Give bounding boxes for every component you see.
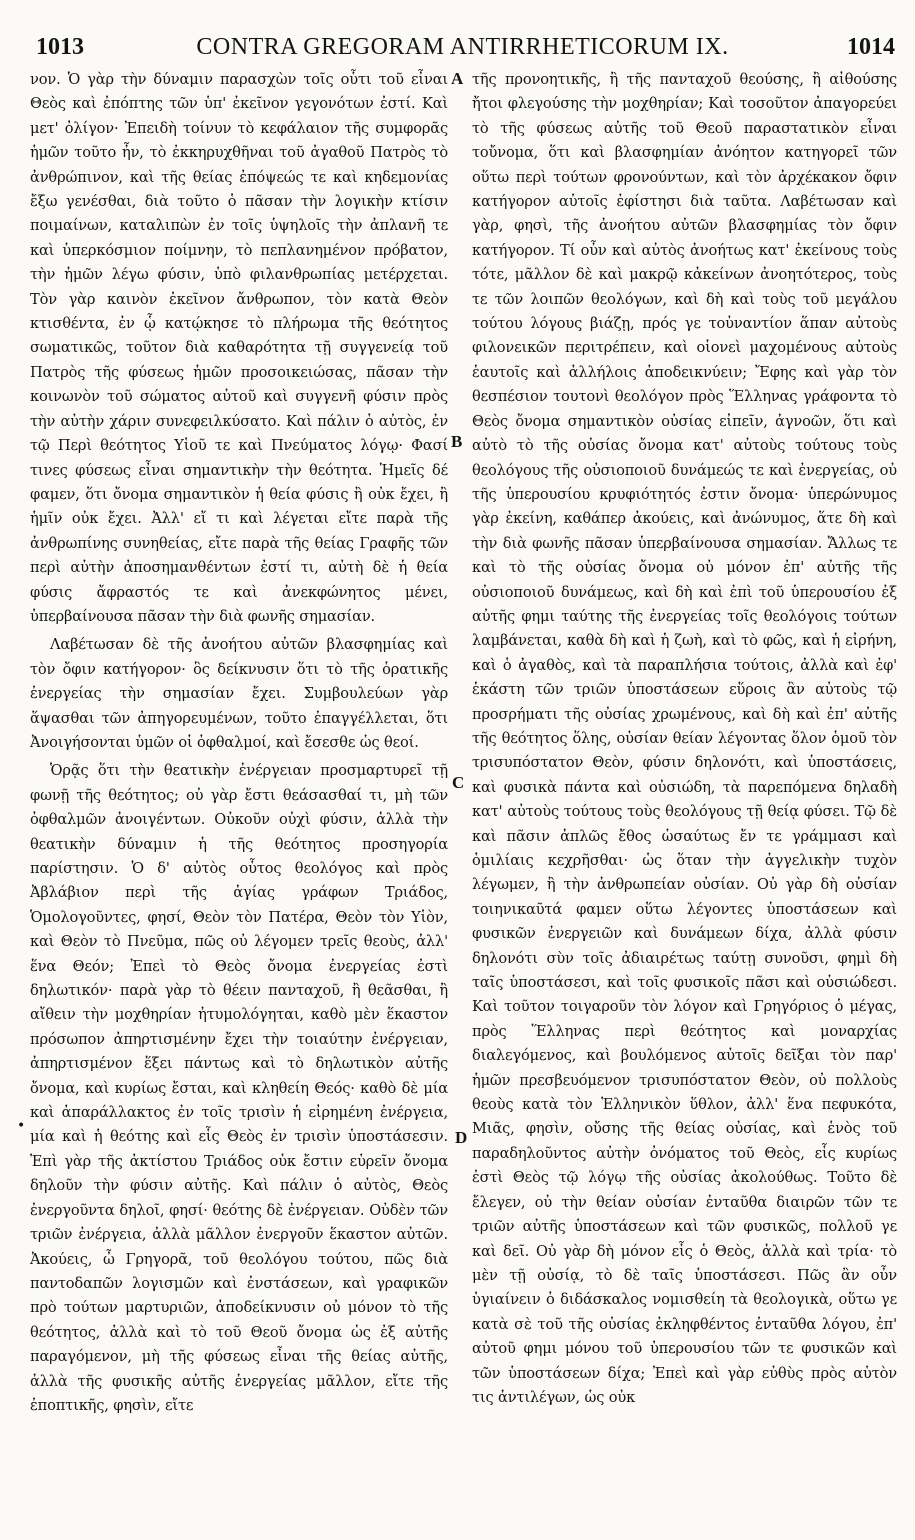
right-paragraph-1: τῆς προνοητικῆς, ἢ τῆς πανταχοῦ θεούσης, ἢ αἰθούσης ἤτοι φλεγούσης τὴν μοχθηρίαν; Καὶ τοσοῦτον ἀπαγορεύει τὸ τῆς φύσεως αὐτῆς τοῦ Θεοῦ παραστατικὸν εἶναι τοὔνομα, ὅτι καὶ βλασφημίαν ἀνόητον κατηγορεῖ τῶν οὕτω περὶ τούτων φρονούντων, καὶ τὸν ἀρχέκακον ὄφιν κατήγορον αὐτοῖς ἐφίστησι διὰ ταῦτα. Λαβέτωσαν καὶ γὰρ, φησὶ, τῆς ἀνοήτου αὐτῶν βλασφημίας τὸν ὄφιν κατήγορον. Τί οὖν καὶ αὐτὸς ἀνοήτως κατ' ἐκείνους τοὺς τότε, μᾶλλον δὲ καὶ μακρῷ κἀκείνων ἀνοητότερος, τοὺς τε τῶν λοιπῶν θεολόγων, καὶ δὴ καὶ τοὺς τοῦ μεγάλου τούτου λόγους βιάζῃ, πρός γε τοὐναντίον ἅπαν αὐτοὺς φιλονεικῶν περιτρέπειν, καὶ οἱονεὶ μαχομένους αὐτοὺς ἑαυτοῖς καὶ ἀλλήλοις ἀποδεικνύειν; Ἔφης καὶ γὰρ τὸν θεσπέσιον τουτονὶ θεολόγον πρὸς Ἕλληνας γράφοντα τὸ Θεὸς ὄνομα σημαντικὸν οὐσίας εἰπεῖν, ἀγνοῶν, ὅτι καὶ αὐτὸ τὸ τῆς οὐσίας ὄνομα κατ' αὐτοὺς τούτους τοὺς θεολόγους τῆς οὐσιοποιοῦ δυνάμεώς τε καὶ ἐνεργείας, οὐ τῆς ὑπερουσίου κρυφιότητός ἐστιν ὄνομα· ὑπερώνυμος γὰρ ἐκείνη, καθάπερ ἀκούεις, καὶ ἀνώνυμος, ἅτε δὴ καὶ τὴν διὰ φωνῆς πᾶσαν ὑπερβαίνουσα σημασίαν. Ἄλλως τε καὶ τὸ τῆς οὐσίας ὄνομα οὐ μόνον ἐπ' αὐτῆς τῆς οὐσιοποιοῦ δυνάμεως, καὶ δὴ καὶ ἐπὶ τοῦ ὑπερουσίου ἐξ αὐτῆς φημι ταύτης τῆς ἐνεργείας τοῖς θεολόγοις τούτων λαμβάνεται, καθὰ δὴ καὶ ἡ ζωὴ, καὶ τὸ φῶς, καὶ ἡ εἰρήνη, καὶ ὁ ἀγαθὸς, καὶ τὰ παραπλήσια τούτοις, ἀλλὰ καὶ ἐφ' ἑκάστη τῶν τριῶν ὑποστάσεων εὕροις ἂν αὐτοὺς τῷ προσρήματι τῆς οὐσίας χρωμένους, καὶ δὴ καὶ ἐπ' αὐτῆς τῆς θεότητος ὅλης, οὐσίαν θείαν λέγοντας ὅλον ὁμοῦ τὸν τρισυπόστατον Θεὸν, φύσιν δηλονότι, καὶ ὑποστάσεις, καὶ φυσικὰ πάντα καὶ οὐσιώδη, τὰ παρεπόμενα δηλαδὴ κατ' αὐτοὺς τούτους τοὺς θεολόγους τῇ θείᾳ φύσει. Τῷ δὲ καὶ πᾶσιν ἁπλῶς ἔθος ὡσαύτως ἔν τε γράμμασι καὶ ὁμιλίαις κεχρῆσθαι· ὡς ὅταν τὴν ἀγγελικὴν τυχὸν λέγωμεν, ἢ τὴν ἀνθρωπείαν οὐσίαν. Οὐ γὰρ δὴ οὐσίαν τοιηνικαῦτά φαμεν οὕτω λέγοντες ὑποστάσεων καὶ φυσικῶν ἐνεργειῶν καὶ δυνάμεων δίχα, ἀλλὰ φύσιν δηλονότι σὺν τοῖς ἀδιαιρέτως ταύτῃ συνοῦσι, φημὶ δὴ ταῖς ὑποστάσεσι, καὶ τοῖς φυσικοῖς πᾶσι καὶ οὐσιώδεσι. Καὶ τοῦτον τοιγαροῦν τὸν λόγον καὶ Γρηγόριος ὁ μέγας, πρὸς Ἕλληνας περὶ θεότητος καὶ μοναρχίας διαλεγόμενος, καὶ βουλόμενος αὐτοῖς δεῖξαι τὸν παρ' ἡμῶν πρεσβευόμενον τρισυπόστατον Θεὸν, οὐ πολλοὺς θεοὺς κατὰ τὸν Ἑλληνικὸν ὕθλον, ἀλλ' ἕνα πεφυκότα, Μιᾶς, φησὶν, οὔσης τῆς θείας οὐσίας, καὶ ἑνὸς τοῦ παραδηλοῦντος αὐτὴν ὀνόματος τοῦ Θεὸς, εἷς κυρίως ἐστὶ Θεὸς τῷ λόγῳ τῆς οὐσίας ἀκολούθως. Τοῦτο δὲ ἔλεγεν, οὐ τὴν θείαν οὐσίαν ἐνταῦθα διαιρῶν τῶν τε τριῶν αὐτῆς ὑποστάσεων καὶ τῶν φυσικῶς, πολλοῦ γε καὶ δεῖ. Οὐ γὰρ δὴ μόνον εἷς ὁ Θεὸς, ἀλλὰ καὶ τρία· τὸ μὲν τῇ οὐσίᾳ, τὸ δὲ ταῖς ὑποστάσεσι. Πῶς ἂν οὖν ὑγιαίνειν ὁ διδάσκαλος νομισθείη τὰ θεολογικὰ, οὕτω γε κατὰ σὲ τοῦ τῆς οὐσίας ἐκληφθέντος ἐνταῦθα λόγου, ἐπ' αὐτοῦ φημι μόνου τοῦ ὑπερουσίου τῶν τε φυσικῶν καὶ τῶν ὑποστάσεων δίχα; Ἐπεὶ καὶ γὰρ εὐθὺς πρὸς αὑτὸν τις ἀντιλέγων, ὡς οὐκ bbox=[472, 71, 897, 1406]
page-number-left: 1013 bbox=[36, 34, 84, 60]
left-paragraph-1: νον. Ὁ γὰρ τὴν δύναμιν παρασχὼν τοῖς οὗτι τοῦ εἶναι Θεὸς καὶ ἐπόπτης τῶν ὑπ' ἐκεῖνον γεγονότων ἐστί. Καὶ μετ' ὀλίγον· Ἐπειδὴ τοίνυν τὸ κεφάλαιον τῆς συμφορᾶς ἡμῶν τοῦτο ἦν, τὸ ἐκκηρυχθῆναι τοῦ ἀγαθοῦ Πατρὸς τὸ ἀνθρώπινον, καὶ τῆς θείας ἐπόψεώς τε καὶ κηδεμονίας ἔξω γενέσθαι, διὰ τοῦτο ὁ πᾶσαν τὴν λογικὴν κτίσιν ποιμαίνων, καταλιπὼν ἐν τοῖς ὑψηλοῖς τὴν ἀπλανῆ τε καὶ ὑπερκόσμιον ποίμνην, τὸ πεπλανημένον πρόβατον, τὴν ἡμῶν λέγω φύσιν, ὑπὸ φιλανθρωπίας μετέρχεται. Τὸν γὰρ καινὸν ἐκεῖνον ἄνθρωπον, τὸν κατὰ Θεὸν κτισθέντα, ἐν ᾧ κατῴκησε τὸ πλήρωμα τῆς θεότητος σωματικῶς, τοῦτον διὰ καθαρότητα τῇ συγγενείᾳ τοῦ Πατρὸς τῆς φύσεως ἡμῶν προσοικειώσας, πᾶσαν τὴν κοινωνὸν τοῦ σώματος αὐτοῦ καὶ συγγενῆ φύσιν πρὸς τὴν αὐτὴν χάριν συνεφειλκύσατο. Καὶ πάλιν ὁ αὐτὸς, ἐν τῷ Περὶ θεότητος Υἱοῦ τε καὶ Πνεύματος λόγῳ· Φασί τινες φύσεως εἶναι σημαντικὴν τὴν θεότητα. Ἡμεῖς δέ φαμεν, ὅτι ὄνομα σημαντικὸν ἡ θεία φύσις ἢ οὐκ ἔχει, ἢ ἡμῖν οὐκ ἔχει. Ἀλλ' εἴ τι καὶ λέγεται εἴτε παρὰ τῆς ἀνθρωπίνης συνηθείας, εἴτε παρὰ τῆς θείας Γραφῆς τῶν περὶ αὐτὴν ἀποσημανθέντων ἐστί τι, αὐτὴ δὲ ἡ θεία φύσις ἄφραστός τε καὶ ἀνεκφώνητος μένει, ὑπερβαίνουσα πᾶσαν τὴν διὰ φωνῆς σημασίαν. bbox=[30, 71, 448, 625]
right-column bbox=[472, 68, 897, 1410]
section-marker-d: D bbox=[455, 1128, 468, 1147]
page-number-right: 1014 bbox=[847, 34, 895, 60]
section-marker-b: B bbox=[451, 432, 463, 451]
left-paragraph-3: Ὁρᾷς ὅτι τὴν θεατικὴν ἐνέργειαν προσμαρτυρεῖ τῇ φωνῇ τῆς θεότητος; οὐ γὰρ ἔστι θεάσασθαί τι, μὴ τῶν ὀφθαλμῶν ἀνοιγέντων. Οὐκοῦν οὐχὶ φύσιν, ἀλλὰ τὴν θεατικὴν δύναμιν ἡ τῆς θεότητος προσηγορία παρίστησιν. Ὁ δ' αὐτὸς οὗτος θεολόγος καὶ πρὸς Ἀβλάβιον περὶ τῆς ἁγίας γράφων Τριάδος, Ὁμολογοῦντες, φησί, Θεὸν τὸν Πατέρα, Θεὸν τὸν Υἱὸν, καὶ Θεὸν τὸ Πνεῦμα, πῶς οὐ λέγομεν τρεῖς θεοὺς, ἀλλ' ἕνα Θεόν; Ἐπεὶ τὸ Θεὸς ὄνομα ἐνεργείας ἐστὶ δηλωτικόν· παρὰ γὰρ τὸ θέειν πανταχοῦ, ἢ θεᾶσθαι, ἢ αἴθειν τὴν μοχθηρίαν ἠτυμολόγηται, καθὸ μὲν ἕκαστον πρόσωπον ἀπηρτισμένην ἔχει τὴν τοιαύτην ἐνέργειαν, ἀπηρτισμένον ἕξει πάντως καὶ τὸ δηλωτικὸν αὐτῆς ὄνομα, καὶ κυρίως ἔσται, καὶ κληθείη Θεός· καθὸ δὲ μία καὶ ἀπαράλλακτος ἐν τοῖς τρισὶν ἡ εἰρημένη ἐνέργεια, μία καὶ ἡ θεότης καὶ εἷς Θεὸς ἐν τρισὶν ὑποστάσεσιν. Ἐπὶ γὰρ τῆς ἀκτίστου Τριάδος οὐκ ἔστιν εὑρεῖν ὄνομα δηλοῦν τὴν φύσιν αὐτῆς. Καὶ πάλιν ὁ αὐτὸς, Θεὸς ἐνεργοῦντα δηλοῖ, φησί· θεότης δὲ ἐνέργειαν. Οὐδὲν τῶν τριῶν ἐνέργεια, ἀλλὰ μᾶλλον ἐνεργοῦν ἕκαστον αὐτῶν. Ἀκούεις, ὦ Γρηγορᾶ, τοῦ θεολόγου τούτου, πῶς διὰ παντοδαπῶν λογισμῶν καὶ ἐνστάσεων, καὶ γραφικῶν πρὸ τούτων μαρτυριῶν, ἀποδείκνυσιν οὐ μόνον τὸ τῆς θεότητος, ἀλλὰ καὶ τὸ τοῦ Θεοῦ ὄνομα ὡς ἐξ αὐτῆς παραγόμενον, μὴ τῆς φύσεως εἶναι τῆς θείας αὐτῆς, ἀλλὰ τῆς φυσικῆς αὐτῆς ἐνεργείας μᾶλλον, εἴτε τῆς ἐποπτικῆς, φησὶν, εἴτε bbox=[30, 762, 448, 1414]
running-header bbox=[30, 34, 895, 64]
section-marker-a: A bbox=[451, 69, 464, 88]
section-marker-c: C bbox=[452, 773, 465, 792]
left-column bbox=[30, 68, 448, 1418]
running-title: CONTRA GREGORAM ANTIRRHETICORUM IX. bbox=[196, 34, 729, 60]
left-paragraph-2: Λαβέτωσαν δὲ τῆς ἀνοήτου αὐτῶν βλασφημίας καὶ τὸν ὄφιν κατήγορον· ὃς δείκνυσιν ὅτι τὸ τῆς ὁρατικῆς ἐνεργείας τὴν σημασίαν ἔχει. Συμβουλεύων γὰρ ἅψασθαι τῶν ἀπηγορευμένων, τοῦτο ἐπαγγέλλεται, ὅτι Ἀνοιγήσονται ὑμῶν οἱ ὀφθαλμοί, καὶ ἔσεσθε ὡς θεοί. bbox=[30, 636, 448, 751]
margin-dot: • bbox=[17, 1118, 26, 1134]
